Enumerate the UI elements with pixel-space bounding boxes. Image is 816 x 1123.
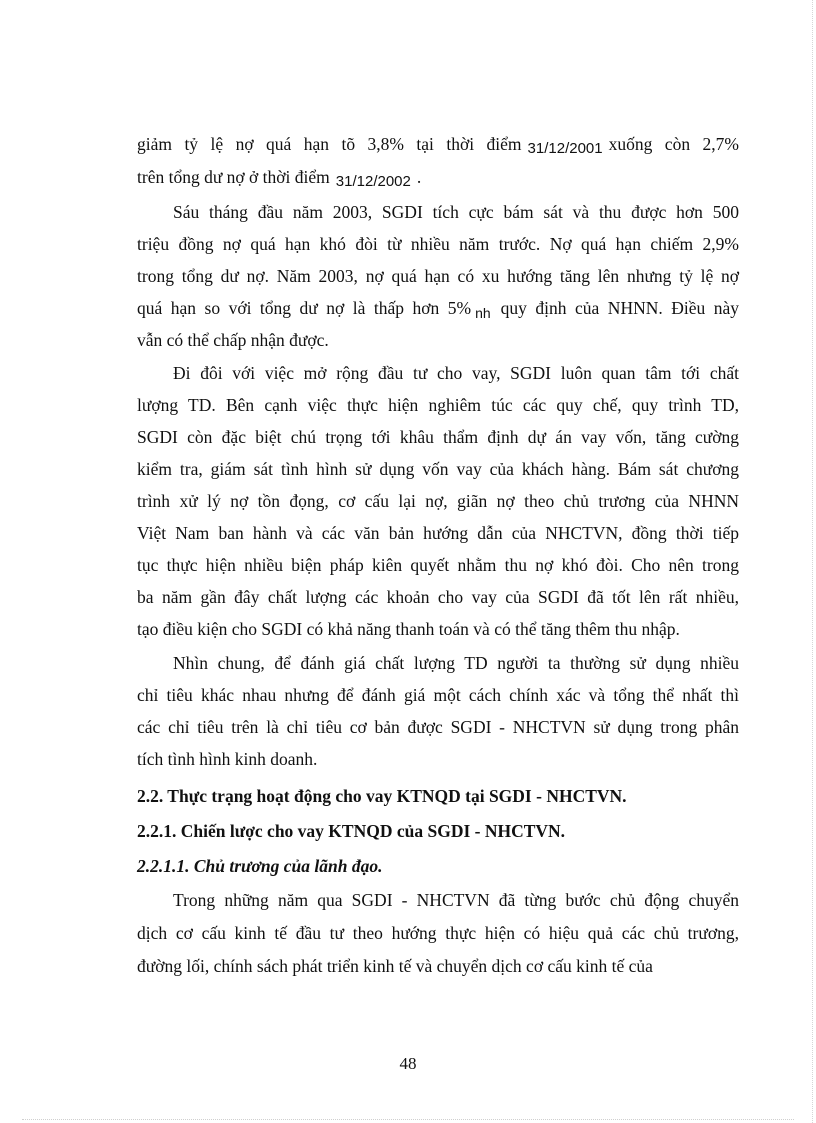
footer-divider [22,1119,794,1120]
text-run: quá hạn so với tổng dư nợ là thấp hơn 5% [137,298,472,318]
paragraph-4-line-3: các chỉ tiêu trên là chỉ tiêu cơ bản được SGDI - NHCTVN sử dụng trong phân [137,717,739,737]
paragraph-3-line-5: trình xử lý nợ tồn đọng, cơ cấu lại nợ, giãn nợ theo chủ trương của NHNN [137,491,739,511]
paragraph-4-line-4: tích tình hình kinh doanh. [137,749,318,769]
paragraph-2-line-1: Sáu tháng đầu năm 2003, SGDI tích cực bám sát và thu được hơn 500 [173,202,739,222]
paragraph-2-line-4 [137,297,739,320]
paragraph-3-line-4: kiểm tra, giám sát tình hình sử dụng vốn vay của khách hàng. Bám sát chương [137,459,739,479]
text-run: xuống còn 2,7% [608,134,739,154]
paragraph-3-line-8: ba năm gần đây chất lượng các khoản cho vay của SGDI đã tốt lên rất nhiều, [137,587,739,607]
paragraph-5-line-3: đường lối, chính sách phát triển kinh tế và chuyển dịch cơ cấu kinh tế của [137,956,653,976]
paragraph-1-line-1 [137,133,739,157]
right-edge-divider [812,0,813,1123]
text-run: . [416,167,422,187]
paragraph-5-line-2: dịch cơ cấu kinh tế đầu tư theo hướng thực hiện có hiệu quả các chủ trương, [137,923,739,943]
heading-2-2-1-1: 2.2.1.1. Chủ trương của lãnh đạo. [137,856,383,876]
paragraph-4-line-1: Nhìn chung, để đánh giá chất lượng TD người ta thường sử dụng nhiều [173,653,739,673]
paragraph-1-line-2 [137,166,739,190]
paragraph-3-line-1: Đi đôi với việc mở rộng đầu tư cho vay, SGDI luôn quan tâm tới chất [173,363,739,383]
paragraph-4-line-2: chỉ tiêu khác nhau nhưng để đánh giá một cách chính xác và tổng thể nhất thì [137,685,739,705]
text-run: giảm tỷ lệ nợ quá hạn tõ 3,8% tại thời điểm [137,134,522,154]
paragraph-3-line-6: Việt Nam ban hành và các văn bản hướng dẫn của NHCTVN, đồng thời tiếp [137,523,739,543]
heading-2-2-1: 2.2.1. Chiến lược cho vay KTNQD của SGDI - NHCTVN. [137,821,566,841]
text-run: trên tổng dư nợ ở thời điểm [137,167,330,187]
paragraph-2-line-2: triệu đồng nợ quá hạn khó đòi từ nhiều năm trước. Nợ quá hạn chiếm 2,9% [137,234,739,254]
paragraph-3-line-7: tục thực hiện nhiều biện pháp kiên quyết nhằm thu nợ khó đòi. Cho nên trong [137,555,739,575]
paragraph-3-line-3: SGDI còn đặc biệt chú trọng tới khâu thẩm định dự án vay vốn, tăng cường [137,427,739,447]
subscript-text: nh [475,305,491,321]
paragraph-2-line-3: trong tổng dư nợ. Năm 2003, nợ quá hạn có xu hướng tăng lên nhưng tỷ lệ nợ [137,266,739,286]
text-run: quy định của NHNN. Điều này [500,298,739,318]
date-text: 31/12/2002 [335,173,411,190]
paragraph-2-line-5: vẫn có thể chấp nhận được. [137,330,329,350]
paragraph-5-line-1: Trong những năm qua SGDI - NHCTVN đã từng bước chủ động chuyển [173,890,739,910]
paragraph-3-line-9: tạo điều kiện cho SGDI có khả năng thanh toán và có thể tăng thêm thu nhập. [137,619,680,639]
paragraph-3-line-2: lượng TD. Bên cạnh việc thực hiện nghiêm túc các quy chế, quy trình TD, [137,395,739,415]
date-text: 31/12/2001 [527,140,603,157]
page-number: 48 [399,1054,417,1073]
heading-2-2: 2.2. Thực trạng hoạt động cho vay KTNQD tại SGDI - NHCTVN. [137,786,627,806]
